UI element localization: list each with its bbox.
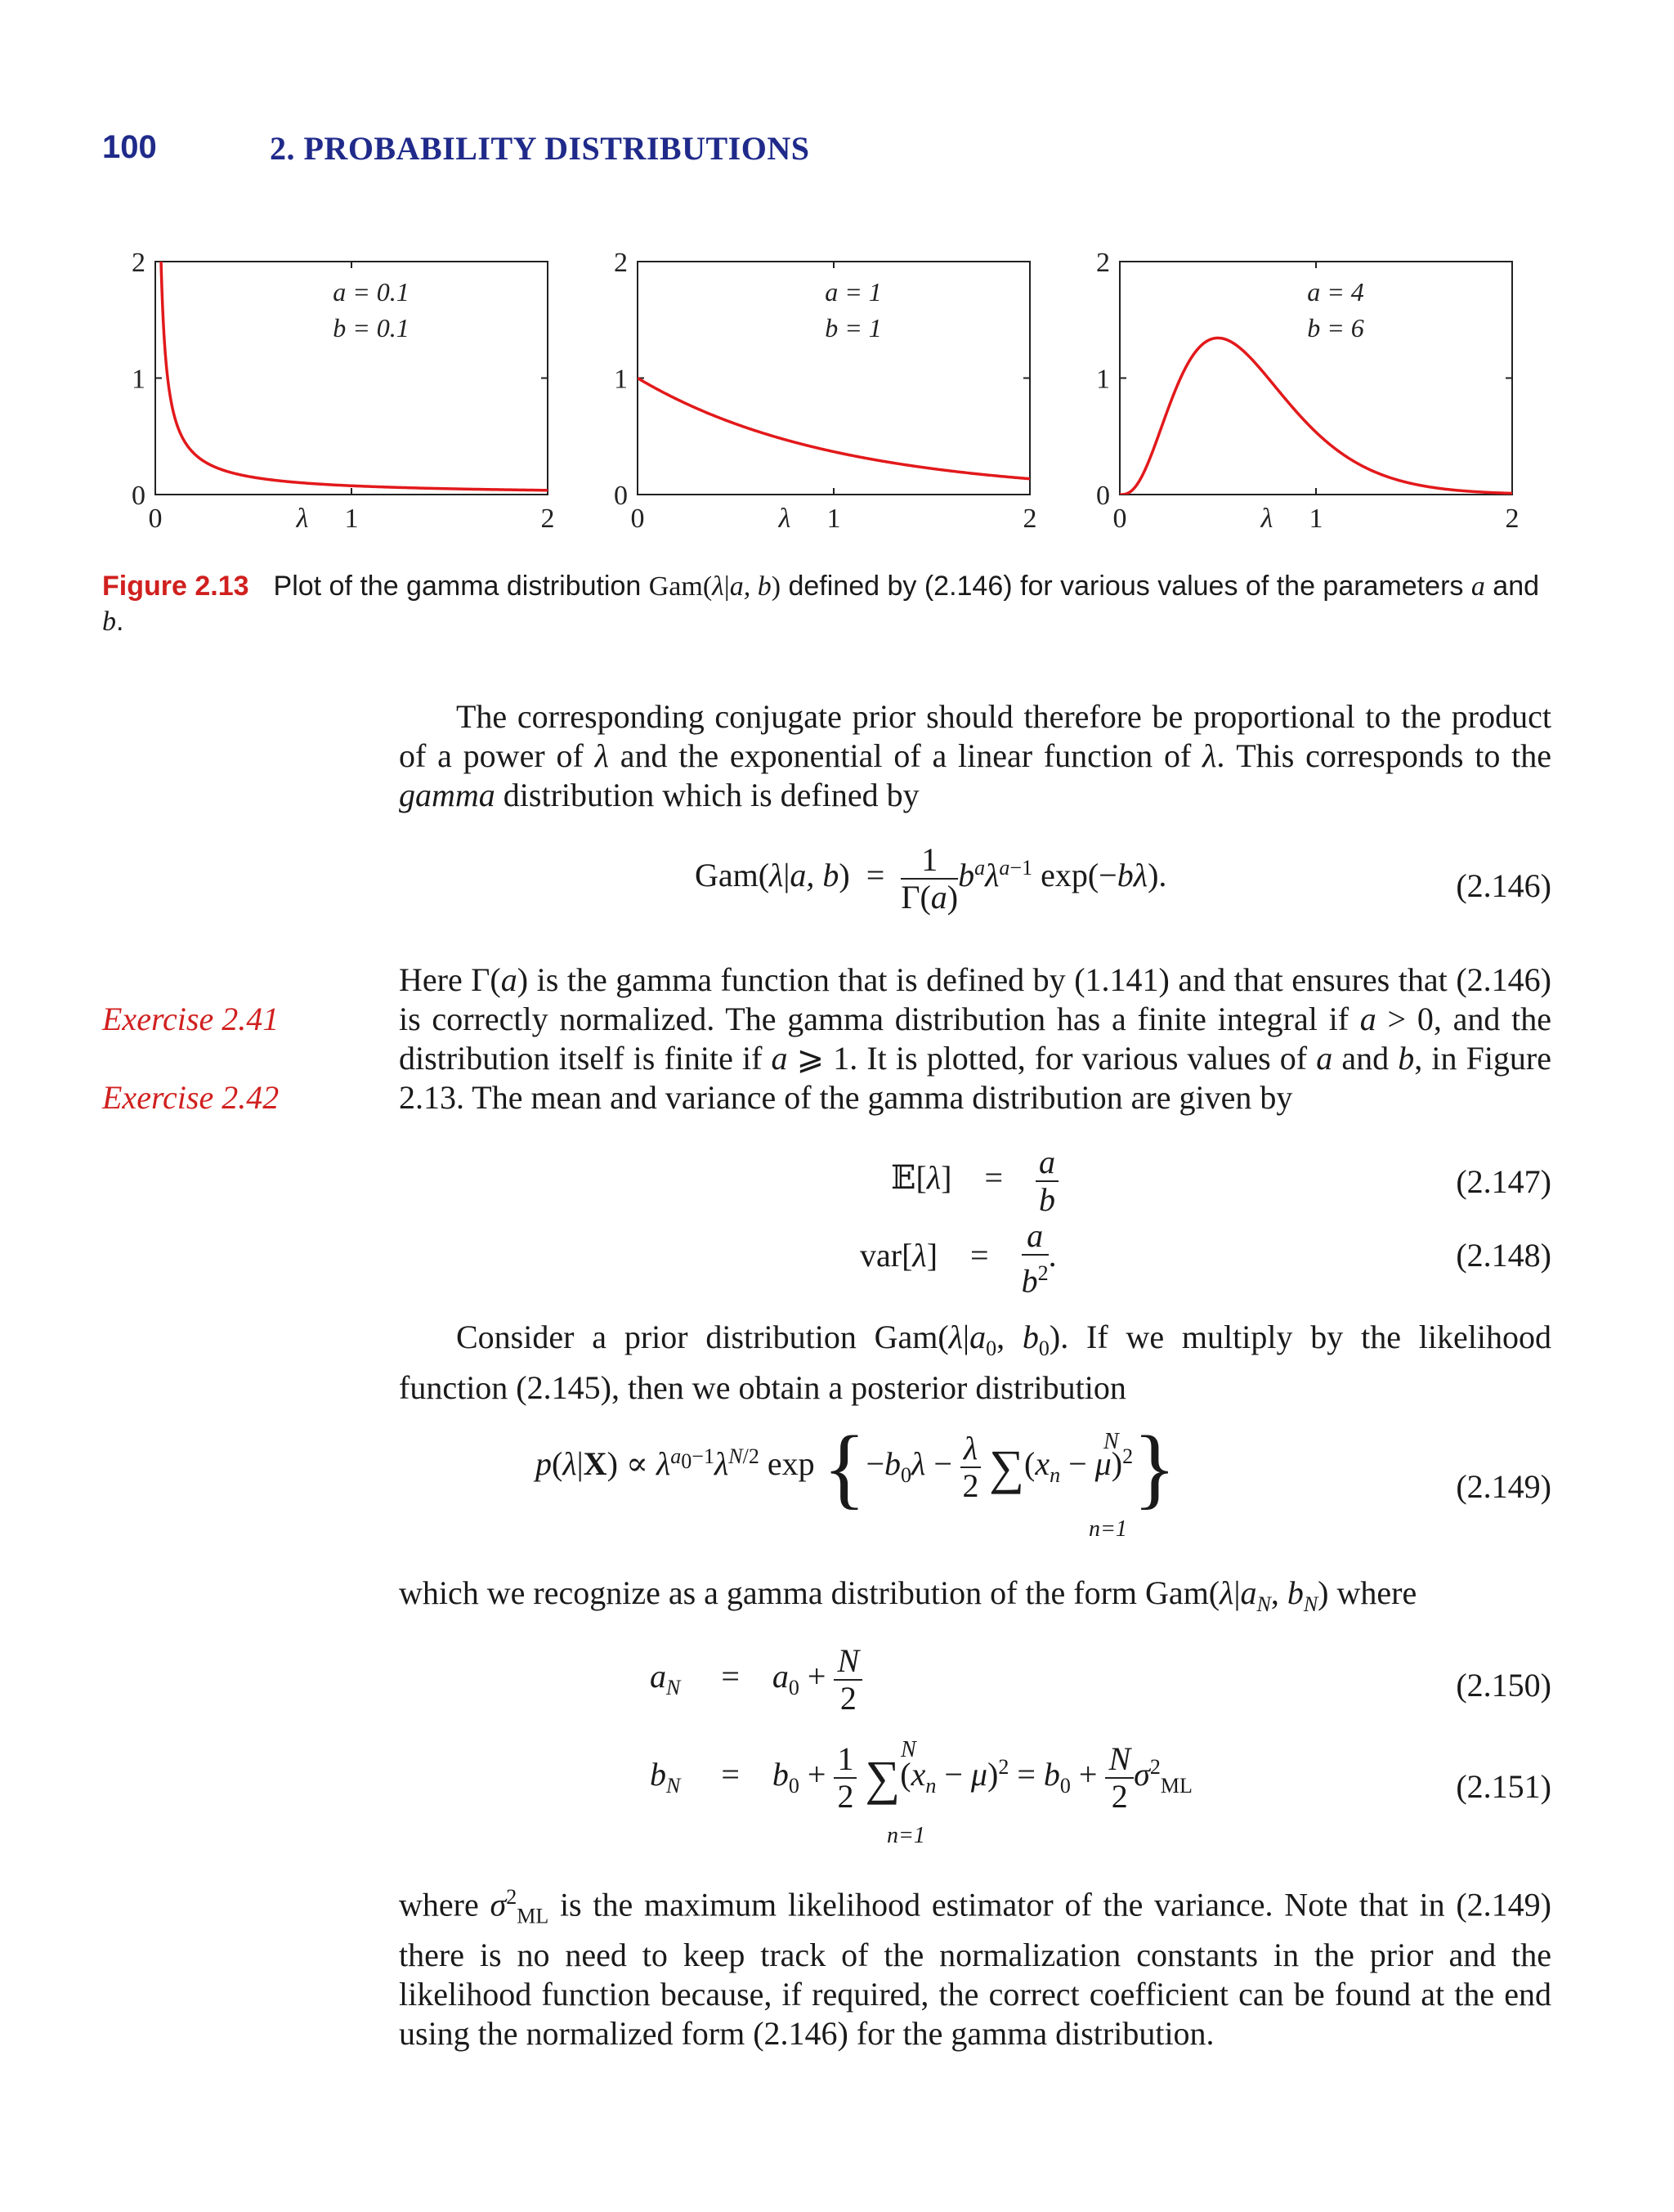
y-tick-label: 0 [614, 481, 628, 511]
equation-number-2-147: (2.147) [1456, 1163, 1551, 1200]
x-tick-label: 1 [826, 504, 841, 534]
x-tick-label: 0 [1112, 504, 1127, 534]
param-b-label: b = 1 [825, 313, 882, 343]
y-tick-label: 2 [614, 248, 628, 278]
equation-number-2-148: (2.148) [1456, 1237, 1551, 1274]
equation-2-148: var[λ] = $\frac{a}{b^2}$ . [860, 1217, 1057, 1300]
equation-number-2-151: (2.151) [1456, 1768, 1551, 1805]
y-tick-label: 2 [132, 248, 145, 278]
equation-2-150: $a_N$ = $a_0$ + $\frac{N}{2}$ [650, 1643, 862, 1717]
sum2-lower-limit: n=1 [887, 1823, 925, 1848]
equation-number-2-150: (2.150) [1456, 1667, 1551, 1704]
chapter-title: 2. PROBABILITY DISTRIBUTIONS [270, 130, 810, 167]
equation-number-2-146: (2.146) [1456, 867, 1551, 904]
equation-2-146: Gam(λ|a, b) = $\frac{1}{\Gamma(a)}$ $b^a\lambda^{a-1}$ exp(−bλ). [695, 841, 1167, 916]
x-axis-label: λ [296, 504, 309, 534]
equation-2-147: 𝔼[λ] = $\frac{a}{b}$ [891, 1144, 1059, 1218]
paragraph-5: where $\sigma^2_{ML}$ is the maximum likelihood estimator of the variance. Note that in (2.149) there is no need to keep track of the normalization constants in the prior and the likelihood function because, if required, the correct coefficient can be found at the end using the normalized form (2.146) for the gamma distribution. [399, 1885, 1552, 2053]
gamma-plot-panel-1 [123, 245, 580, 548]
y-tick-label: 1 [132, 364, 145, 395]
paragraph-3: Consider a prior distribution $Gam(\lambda|a_0$, $b_0$). If we multiply by the likelihood function (2.145), then we obtain a posterior distribution [399, 1319, 1551, 1406]
gamma-curve [638, 378, 1030, 479]
x-tick-label: 2 [1505, 504, 1520, 534]
sum-lower-limit: n=1 [1089, 1516, 1127, 1542]
param-b-label: b = 6 [1307, 313, 1364, 343]
gamma-plot-panel-2 [605, 245, 1063, 548]
sum2-upper-limit: N [901, 1737, 916, 1762]
x-tick-label: 0 [630, 504, 645, 534]
figure-caption [102, 569, 1557, 639]
x-tick-label: 0 [148, 504, 163, 534]
equation-2-149: $p(\lambda|X) \propto \lambda^{a_0-1}\lambda^{N/2}$ $\exp \{-b_0\lambda$ − $\frac{\lambda}{2}$ $\sum(x_n - \mu)^2$} [535, 1417, 1176, 1517]
margin-note-exercise-2-42[interactable]: Exercise 2.42 [102, 1079, 280, 1116]
param-a-label: a = 1 [825, 277, 882, 307]
x-tick-label: 1 [1309, 504, 1323, 534]
gamma-curve [155, 0, 548, 490]
y-tick-label: 2 [1096, 248, 1110, 278]
x-axis-label: λ [778, 504, 791, 534]
param-a-label: a = 0.1 [333, 277, 410, 307]
x-tick-label: 2 [1023, 504, 1037, 534]
y-tick-label: 0 [132, 481, 145, 511]
gamma-plot-panel-3 [1087, 245, 1545, 548]
paragraph-4: which we recognize as a gamma distribution of the form $Gam(\lambda|a_N$, $b_N$) where [399, 1574, 1417, 1616]
y-tick-label: 0 [1096, 481, 1110, 511]
x-tick-label: 1 [344, 504, 359, 534]
y-tick-label: 1 [614, 364, 628, 395]
sum-upper-limit: N [1103, 1429, 1119, 1454]
paragraph-2: Here Γ(a) is the gamma function that is defined by (1.141) and that ensures that (2.146) is correctly normalized. The gamma distribution has a finite integral if a > 0, and the distribution itself is finite if a ⩾ 1. It is plotted, for various values of a and b, in Figure 2.13. The mean and variance of the gamma distribution are given by [399, 961, 1552, 1116]
figure-caption-number: Figure 2.13 [102, 571, 249, 602]
figure-caption-text: Plot of the gamma distribution Gam(λ|a, b) defined by (2.146) for various values of the parameters a and b. [102, 571, 1540, 637]
param-b-label: b = 0.1 [333, 313, 410, 343]
page-number: 100 [102, 129, 157, 165]
y-tick-label: 1 [1096, 364, 1110, 395]
gamma-curve [1120, 338, 1512, 495]
equation-number-2-149: (2.149) [1456, 1468, 1551, 1505]
margin-note-exercise-2-41[interactable]: Exercise 2.41 [102, 1001, 280, 1037]
x-axis-label: λ [1260, 504, 1273, 534]
x-tick-label: 2 [540, 504, 555, 534]
equation-2-151: $b_N$ = $b_0$ + $\frac{1}{2}$ $\sum(x_n - \mu)^2 = b_0$ + $\frac{N}{2}$ $\sigma^2_{ML}$ [650, 1740, 1193, 1815]
param-a-label: a = 4 [1307, 277, 1364, 307]
paragraph-1: The corresponding conjugate prior should therefore be proportional to the product of a power of λ and the exponential of a linear function of λ. This corresponds to the gamma distribution which is defined by [399, 698, 1551, 813]
